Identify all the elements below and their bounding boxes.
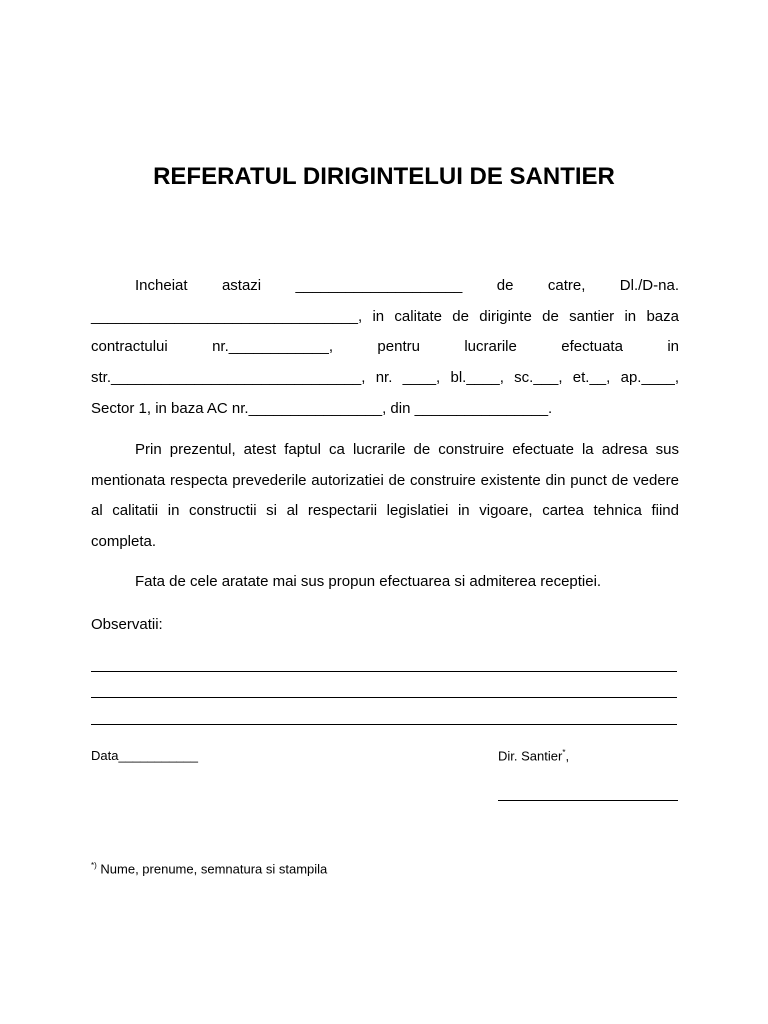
intro-paragraph [91, 271, 679, 425]
footnote-marker: *) [91, 861, 97, 870]
footnote [91, 861, 327, 876]
intro-line-3: contractului nr.____________, pentru lucrarile efectuata in [91, 338, 679, 356]
site-director-footnote-marker: * [562, 748, 566, 757]
observatii-label: Observatii: [91, 616, 163, 633]
intro-line-1: Incheiat astazi ____________________ de catre, Dl./D-na. [135, 277, 679, 294]
attestation-paragraph: Prin prezentul, atest faptul ca lucrarile de construire efectuate la adresa sus mentionata respecta prevederile autorizatiei de construire existente din punct de vedere al calitatii in constructii si al respectarii legislatiei in vigoare, cartea tehnica fiind completa. [91, 441, 679, 551]
footnote-text: Nume, prenume, semnatura si stampila [100, 861, 328, 877]
site-director-comma: , [565, 748, 570, 764]
observatii-line-3 [91, 724, 677, 725]
observatii-line-2 [91, 697, 677, 698]
site-director-text: Dir. Santier [498, 748, 563, 764]
intro-line-4: str.______________________________, nr. ____, bl.____, sc.___, et.__, ap.____, [91, 369, 679, 387]
proposal-paragraph: Fata de cele aratate mai sus propun efectuarea si admiterea receptiei. [135, 573, 602, 590]
intro-line-2: ________________________________, in calitate de diriginte de santier in baza [91, 307, 679, 325]
intro-line-5: Sector 1, in baza AC nr.________________, din ________________. [91, 399, 553, 417]
date-field-label: Data___________ [91, 748, 198, 763]
observatii-line-1 [91, 671, 677, 672]
site-director-label [498, 748, 569, 763]
document-title: REFERATUL DIRIGINTELUI DE SANTIER [153, 163, 615, 190]
signature-line [498, 800, 678, 801]
